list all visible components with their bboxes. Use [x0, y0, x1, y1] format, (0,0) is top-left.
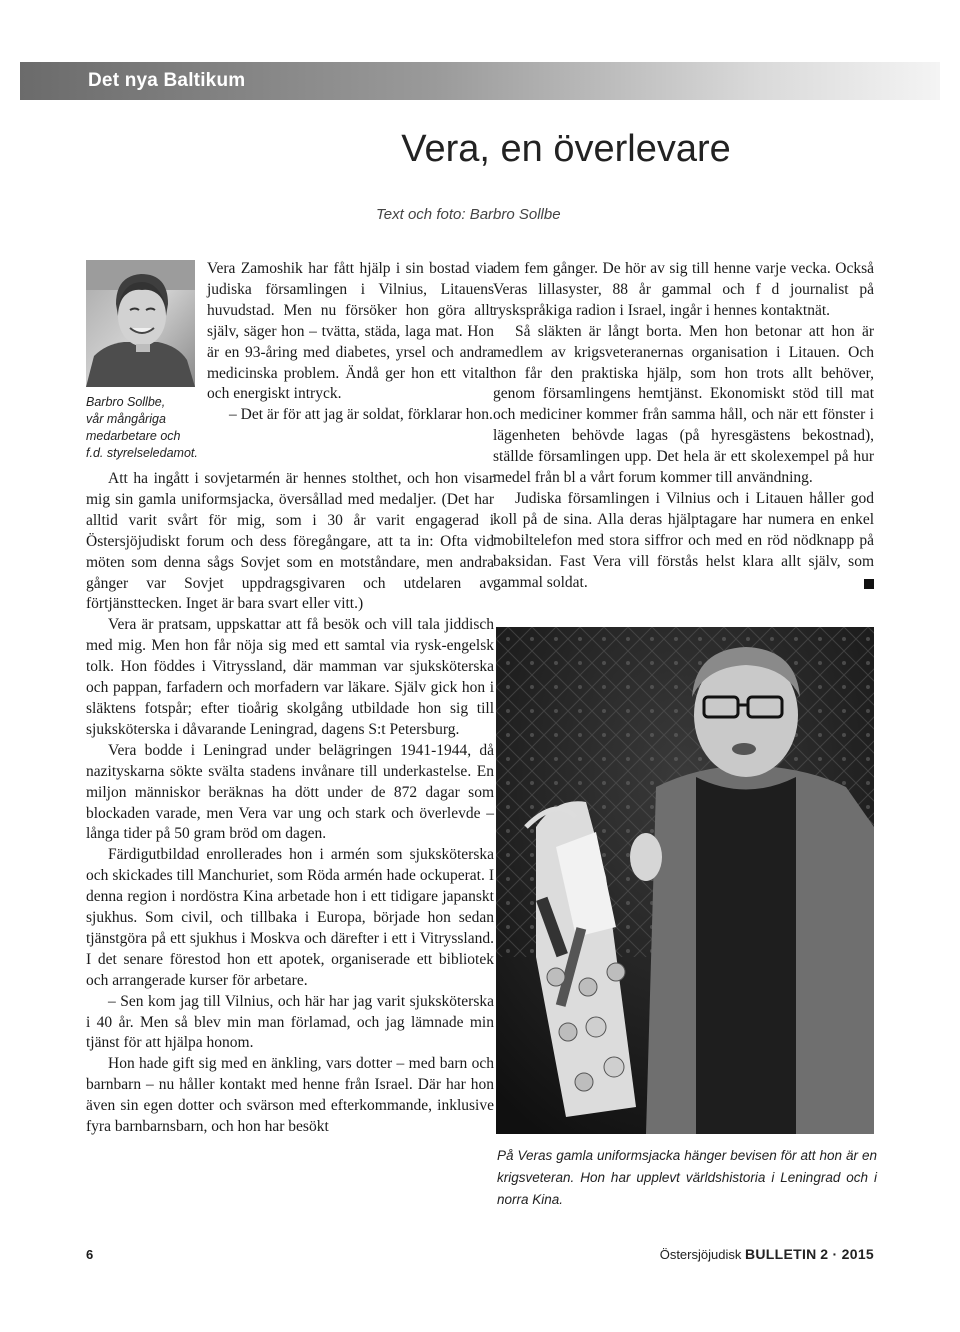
paragraph: Vera är pratsam, uppskattar att få besök och vill tala jiddisch med mig. Men hon får nöja sig med ett samtal via rysk-engelsk tolk. Hon föddes i Vitryssland, där mamman var sjuksköterska och pappan, farfadern och morfadern var läkare. Själv gick hon i släktens fotspår; efter tioårig skolgång utbildade hon sig till sjuksköterska i dåvarande Leningrad, dagens S:t Petersburg.	[86, 616, 494, 738]
paragraph-last	[493, 489, 874, 594]
body-column-2	[493, 259, 874, 594]
byline	[376, 206, 561, 223]
article-title	[0, 128, 960, 171]
article-title-text: Vera, en överlevare	[401, 128, 731, 170]
body-column-1	[86, 469, 494, 1138]
paragraph: Att ha ingått i sovjetarmén är hennes stolthet, och hon visar mig sin gamla uniformsjacka, översållad med medaljer. (Det har alltid varit svårt för mig, som i 30 år varit engagerad i Östersjöjudiskt forum och dess föregångare, att ta in: Ofta vid möten som denna sågs Sovjet som en motståndare, men andra gånger var Sovjet uppdragsgivaren och utdelaren av förtjänsttecken. Inget är bara svart eller vitt.)	[86, 470, 494, 613]
publication-prefix: Östersjöjudisk	[659, 1247, 742, 1262]
publication-footer	[660, 1246, 874, 1262]
paragraph: Hon hade gift sig med en änkling, vars dotter – med barn och barnbarn – nu håller kontakt med henne från Israel. Där har hon även sin egen dotter och svärson med efterkommande, inklusive fyra barnbarnsbarn, och hon har besökt	[86, 1055, 494, 1136]
section-label: Det nya Baltikum	[88, 70, 246, 91]
issue-number: 2 · 2015	[820, 1246, 874, 1262]
byline-author: Barbro Sollbe	[469, 206, 561, 223]
body-column-1-intro	[207, 259, 494, 426]
page-number: 6	[86, 1247, 94, 1262]
author-caption-line: vår mångåriga	[86, 412, 166, 426]
paragraph-text: Judiska församlingen i Vilnius och i Litauen håller god koll på de sina. Alla deras hjälptagare har numera en enkel mobiltelefon med stora siffror och med en röd nödknapp på baksidan. Fast Vera vill förstås helst klara allt själv, som gammal soldat.	[493, 489, 874, 591]
author-portrait	[86, 260, 195, 387]
paragraph: Färdigutbildad enrollerades hon i armén som sjuksköterska och skickades till Manchuriet, som Röda armén hade ockuperat. I denna region i nordöstra Kina arbetade hon i ett tidigare japanskt sjukhus. Som civil, och tillbaka i Europa, började hon sedan tjänstgöra på ett sjukhus i Moskva och därefter i ett i Vitryssland. I det senare förestod hon ett apotek, organiserade ett bibliotek och arrangerade kurser för arbetare.	[86, 846, 494, 989]
paragraph: Vera bodde i Leningrad under belägringen 1941-1944, då nazityskarna sökte svälta stadens invånare till underkastelse. En miljon människor beräknas ha dött under de 872 dagar som blockaden varade, men Vera var ung och stark och överlevde – långa tider på 50 gram bröd om dagen.	[86, 741, 494, 843]
author-caption-line: f.d. styrelseledamot.	[86, 446, 198, 460]
section-header-bar	[20, 62, 940, 100]
publication-name: BULLETIN	[744, 1246, 817, 1262]
vera-photo	[496, 627, 874, 1134]
author-caption-line: medarbetare och	[86, 429, 181, 443]
paragraph: Så släkten är långt borta. Men hon betonar att hon är medlem av krigsveteranernas organisation i Litauen. Och hon får den praktiska hjälp, som hon trots allt behöver, genom församlingens hemtjänst. Ekonomiskt stöd till mat och mediciner kommer från samma håll, och när ett fönster i lägenheten behövde lagas (på hyresgästens bekostnad), ställde församlingen upp. Det hela är ett skolexempel på hur medel från bl a vårt forum kommer till användning.	[493, 322, 874, 487]
author-caption	[86, 394, 204, 462]
paragraph: Vera Zamoshik har fått hjälp i sin bostad via judiska församlingen i Vilnius, Litauens huvudstad. Men nu försöker hon göra allt själv, säger hon – tvätta, städa, laga mat. Hon är en 93-åring med diabetes, yrsel och andra medicinska problem. Ändå ger hon ett vitalt och energiskt intryck.	[207, 260, 494, 403]
paragraph: – Det är för att jag är soldat, förklarar hon.	[229, 406, 493, 424]
photo-caption: På Veras gamla uniformsjacka hänger bevisen för att hon är en krigsveteran. Hon har upplevt världshistoria i Leningrad och i norra Kina.	[497, 1148, 877, 1207]
paragraph: dem fem gånger. De hör av sig till henne varje vecka. Också Veras lillasyster, 88 år gammal och f d journalist på ryskspråkiga radion i Israel, ingår i hennes kontaktnät.	[493, 260, 874, 319]
byline-prefix: Text och foto:	[376, 206, 466, 223]
author-caption-line: Barbro Sollbe,	[86, 395, 166, 409]
end-of-article-mark	[864, 579, 874, 589]
paragraph: – Sen kom jag till Vilnius, och här har jag varit sjuksköterska i 40 år. Men så blev min man förlamad, och jag lämnade min tjänst för att hjälpa honom.	[86, 992, 494, 1052]
